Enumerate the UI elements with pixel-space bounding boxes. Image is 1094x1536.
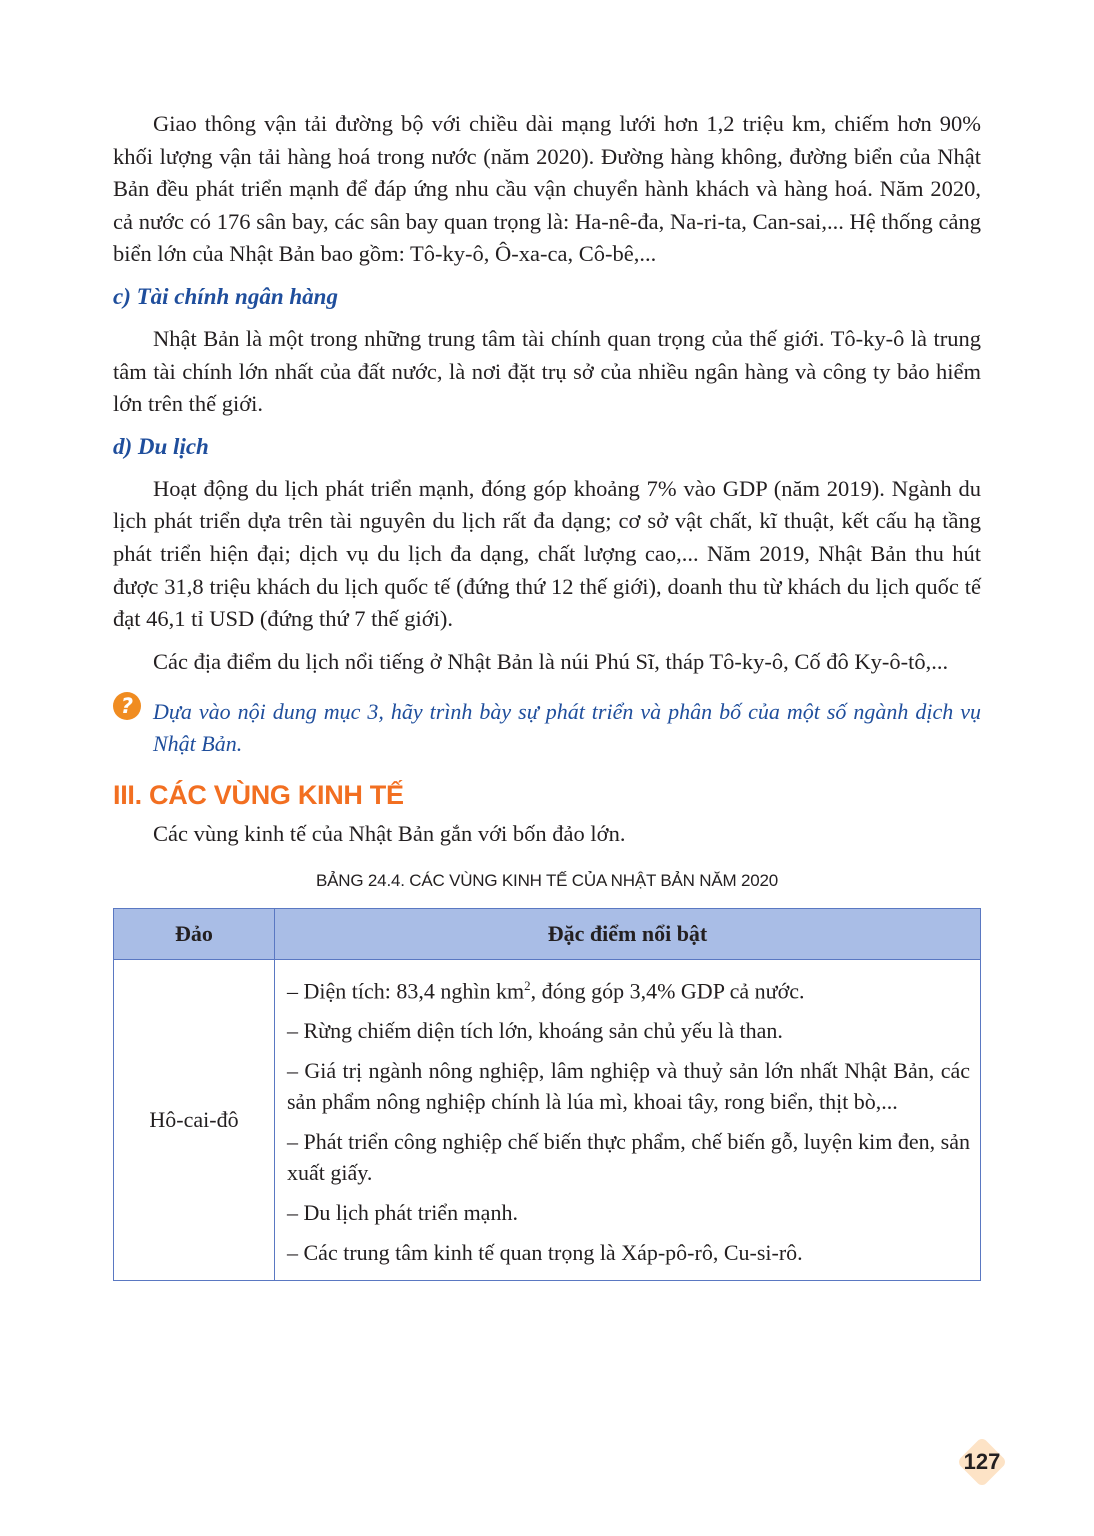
section-heading: III. CÁC VÙNG KINH TẾ [113, 780, 404, 811]
review-question [113, 696, 981, 760]
finance-paragraph: Nhật Bản là một trong những trung tâm tài chính quan trọng của thế giới. Tô-ky-ô là trung tâm tài chính lớn nhất của đất nước, là nơi đặt trụ sở của nhiều ngân hàng và công ty bảo hiểm lớn trên thế giới. [113, 325, 981, 417]
feature-item-area: – Diện tích: 83,4 nghìn $km^2$, đóng góp 3,4% GDP cả nước. [287, 977, 805, 1004]
regions-intro-paragraph: Các vùng kinh tế của Nhật Bản gắn với bốn đảo lớn. [153, 821, 626, 847]
table-row [114, 959, 981, 1280]
tourism-heading: d) Du lịch [113, 433, 209, 459]
question-text: Dựa vào nội dung mục 3, hãy trình bày sự phát triển và phân bố của một số ngành dịch vụ Nhật Bản. [153, 699, 981, 757]
tourism-paragraph-2: Các địa điểm du lịch nổi tiếng ở Nhật Bản là núi Phú Sĩ, tháp Tô-ky-ô, Cố đô Ky-ô-tô,... [153, 648, 949, 674]
finance-heading: c) Tài chính ngân hàng [113, 283, 338, 309]
feature-item: – Rừng chiếm diện tích lớn, khoáng sản chủ yếu là than. [287, 1018, 783, 1044]
feature-item: – Các trung tâm kinh tế quan trọng là Xáp-pô-rô, Cu-si-rô. [287, 1240, 803, 1266]
page-number [955, 1435, 1009, 1489]
feature-item: – Phát triển công nghiệp chế biến thực phẩm, chế biến gỗ, luyện kim đen, sản xuất giấy. [287, 1129, 970, 1186]
table-header-row [114, 908, 981, 959]
page-content [113, 108, 981, 1281]
island-cell: Hô-cai-đô [114, 959, 275, 1280]
transport-paragraph: Giao thông vận tải đường bộ với chiều dài mạng lưới hơn 1,2 triệu km, chiếm hơn 90% khối lượng vận tải hàng hoá trong nước (năm 2020). Đường hàng không, đường biển của Nhật Bản đều phát triển mạnh để đáp ứng nhu cầu vận chuyển hành khách và hàng hoá. Năm 2020, cả nước có 176 sân bay, các sân bay quan trọng là: Ha-nê-đa, Na-ri-ta, Can-sai,... Hệ thống cảng biển lớn của Nhật Bản bao gồm: Tô-ky-ô, Ô-xa-ca, Cô-bê,... [113, 111, 981, 267]
tourism-paragraph-1: Hoạt động du lịch phát triển mạnh, đóng góp khoảng 7% vào GDP (năm 2019). Ngành du lịch phát triển dựa trên tài nguyên du lịch rất đa dạng; cơ sở vật chất, kĩ thuật, kết cấu hạ tầng phát triển hiện đại; dịch vụ du lịch đa dạng, chất lượng cao,... Năm 2019, Nhật Bản thu hút được 31,8 triệu khách du lịch quốc tế (đứng thứ 12 thế giới), doanh thu từ khách du lịch quốc tế đạt 46,1 tỉ USD (đứng thứ 7 thế giới). [113, 475, 981, 632]
economic-regions-table [113, 908, 981, 1281]
page-number-text: 127 [963, 1449, 1001, 1474]
question-mark-icon: ? [113, 692, 141, 720]
header-features: Đặc điểm nổi bật [275, 908, 981, 959]
feature-item: – Giá trị ngành nông nghiệp, lâm nghiệp và thuỷ sản lớn nhất Nhật Bản, các sản phẩm nông nghiệp chính là lúa mì, khoai tây, rong biển, thịt bò,... [287, 1058, 970, 1115]
table-caption: BẢNG 24.4. CÁC VÙNG KINH TẾ CỦA NHẬT BẢN NĂM 2020 [316, 870, 778, 890]
feature-item: – Du lịch phát triển mạnh. [287, 1200, 518, 1226]
header-island: Đảo [114, 908, 275, 959]
features-cell [275, 959, 981, 1280]
